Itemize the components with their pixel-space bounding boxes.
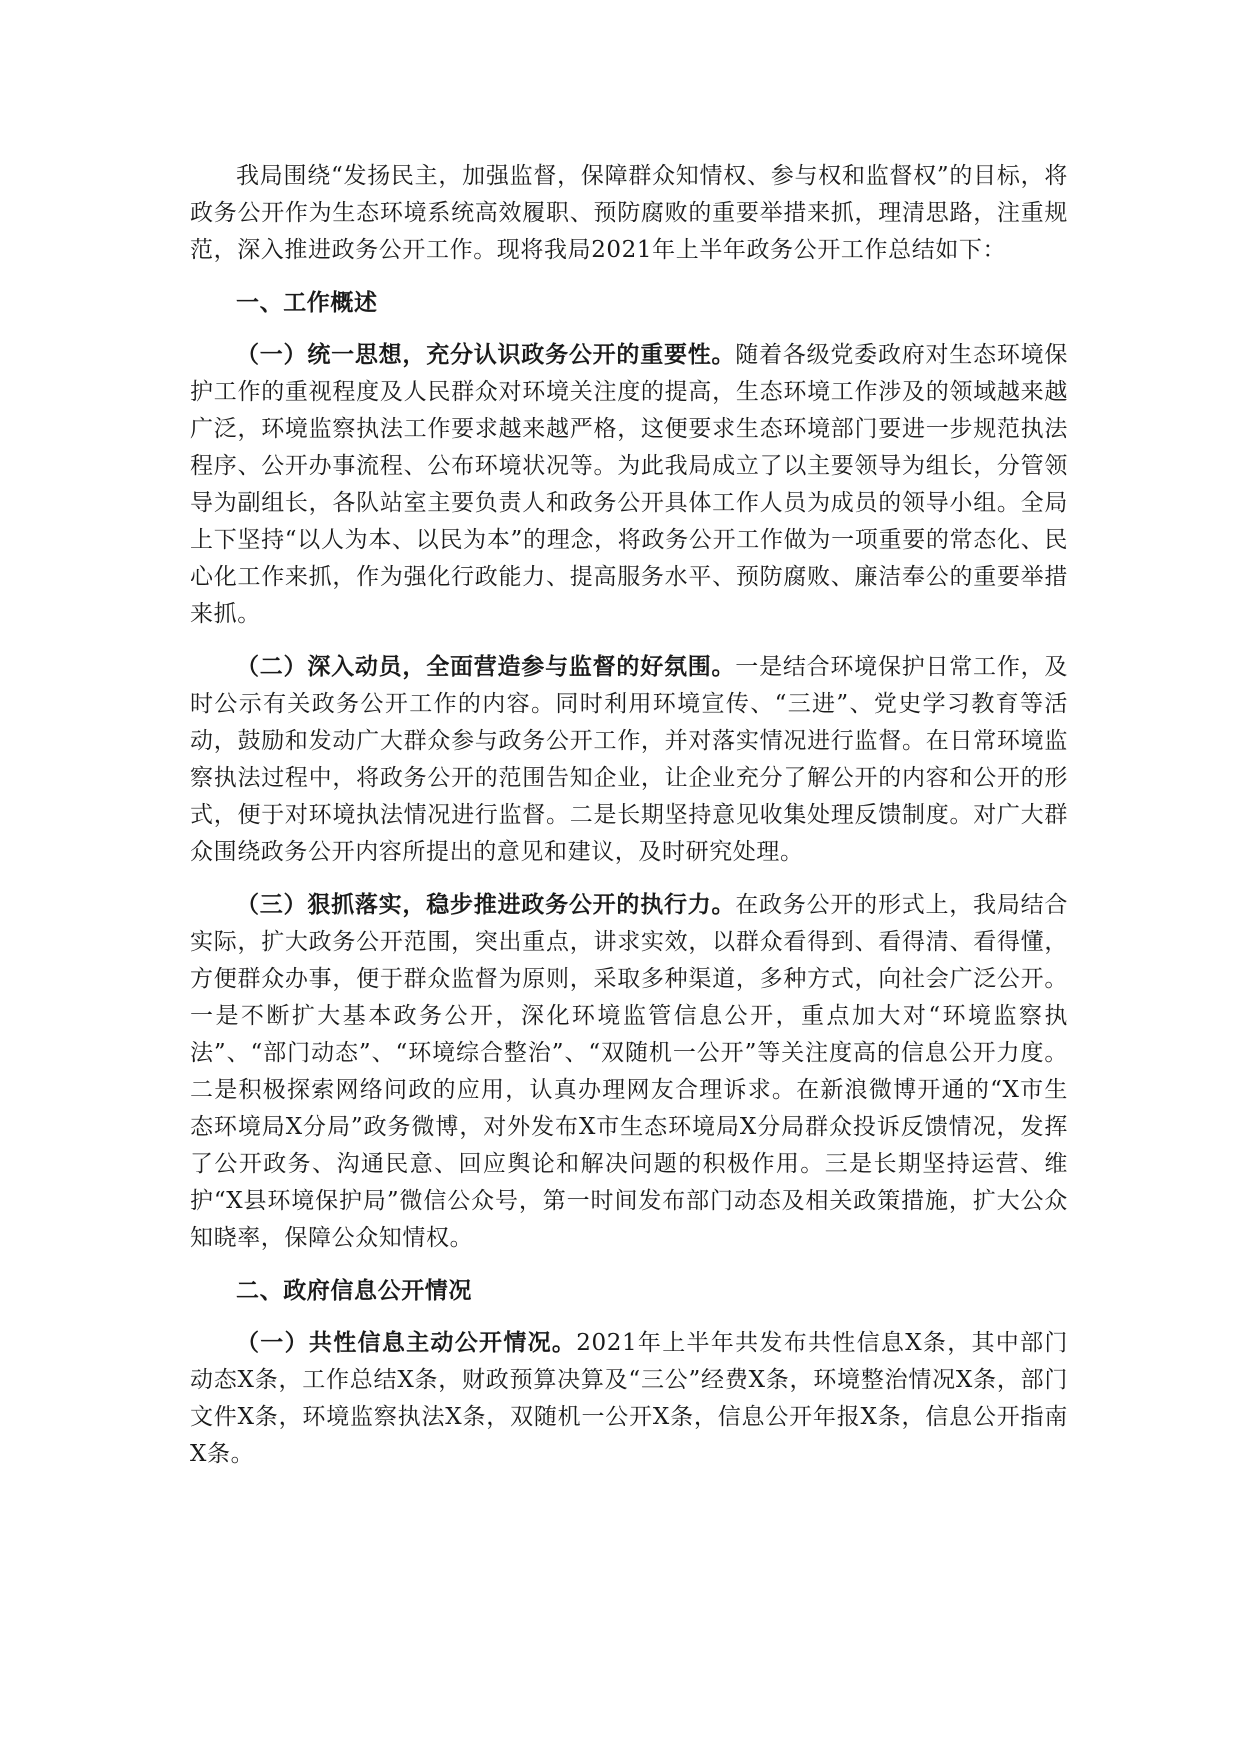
subsection-lead: （一）统一思想，充分认识政务公开的重要性。 — [236, 341, 736, 368]
subsection-text: 一是结合环境保护日常工作，及时公示有关政务公开工作的内容。同时利用环境宣传、“三进”、党史学习教育等活动，鼓励和发动广大群众参与政务公开工作，并对落实情况进行监督。在日常环境监察执法过程中，将政务公开的范围告知企业，让企业充分了解公开的内容和公开的形式，便于对环境执法情况进行监督。二是长期坚持意见收集处理反馈制度。对广大群众围绕政务公开内容所提出的意见和建议，及时研究处理。 — [190, 654, 1068, 865]
subsection-paragraph — [190, 886, 1068, 1257]
section-heading-1: 一、工作概述 — [236, 289, 378, 316]
subsection-paragraph — [190, 1324, 1068, 1473]
subsection-paragraph — [190, 336, 1068, 633]
section-heading-2: 二、政府信息公开情况 — [236, 1277, 472, 1304]
subsection-text: 在政务公开的形式上，我局结合实际，扩大政务公开范围，突出重点，讲求实效，以群众看得到、看得清、看得懂，方便群众办事，便于群众监督为原则，采取多种渠道，多种方式，向社会广泛公开。一是不断扩大基本政务公开，深化环境监管信息公开，重点加大对“环境监察执法”、“部门动态”、“环境综合整治”、“双随机一公开”等关注度高的信息公开力度。二是积极探索网络问政的应用，认真办理网友合理诉求。在新浪微博开通的“X市生态环境局X分局”政务微博，对外发布X市生态环境局X分局群众投诉反馈情况，发挥了公开政务、沟通民意、回应舆论和解决问题的积极作用。三是长期坚持运营、维护“X县环境保护局”微信公众号，第一时间发布部门动态及相关政策措施，扩大公众知晓率，保障公众知情权。 — [190, 892, 1068, 1251]
subsection-lead: （一）共性信息主动公开情况。 — [236, 1329, 577, 1356]
subsection-lead: （二）深入动员，全面营造参与监督的好氛围。 — [236, 653, 736, 680]
subsection-text: 随着各级党委政府对生态环境保护工作的重视程度及人民群众对环境关注度的提高，生态环境工作涉及的领域越来越广泛，环境监察执法工作要求越来越严格，这便要求生态环境部门要进一步规范执法程序、公开办事流程、公布环境状况等。为此我局成立了以主要领导为组长，分管领导为副组长，各队站室主要负责人和政务公开具体工作人员为成员的领导小组。全局上下坚持“以人为本、以民为本”的理念，将政务公开工作做为一项重要的常态化、民心化工作来抓，作为强化行政能力、提高服务水平、预防腐败、廉洁奉公的重要举措来抓。 — [190, 342, 1068, 627]
intro-paragraph: 我局围绕“发扬民主，加强监督，保障群众知情权、参与权和监督权”的目标，将政务公开作为生态环境系统高效履职、预防腐败的重要举措来抓，理清思路，注重规范，深入推进政务公开工作。现将我局2021年上半年政务公开工作总结如下： — [190, 163, 1068, 263]
subsection-paragraph — [190, 648, 1068, 871]
subsection-text: 2021年上半年共发布共性信息X条，其中部门动态X条，工作总结X条，财政预算决算及“三公”经费X条，环境整治情况X条，部门文件X条，环境监察执法X条，双随机一公开X条，信息公开年报X条，信息公开指南X条。 — [190, 1330, 1069, 1467]
subsection-lead: （三）狠抓落实，稳步推进政务公开的执行力。 — [236, 891, 736, 918]
